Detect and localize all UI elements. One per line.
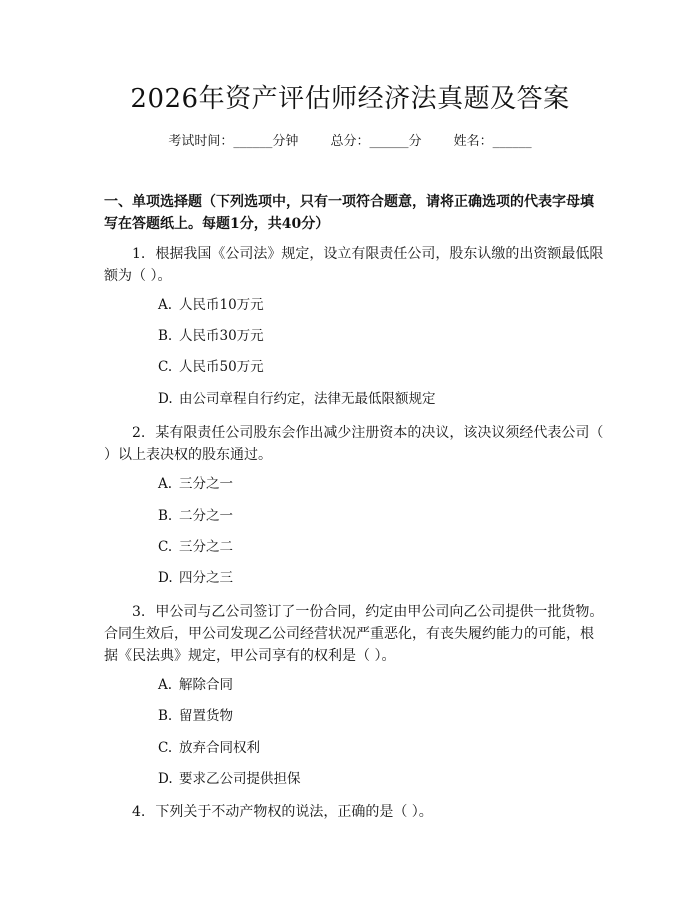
- option-letter: D.: [158, 771, 173, 787]
- option-c: [158, 357, 598, 377]
- option-letter: C.: [158, 359, 173, 375]
- option-text: 人民币30万元: [179, 328, 264, 344]
- question-2: [104, 422, 604, 466]
- question-1: [104, 243, 604, 287]
- option-text: 人民币10万元: [179, 297, 264, 313]
- option-text: 留置货物: [179, 708, 233, 724]
- question-text: 根据我国《公司法》规定，设立有限责任公司，股东认缴的出资额最低限额为（ ）。: [104, 246, 604, 284]
- option-letter: A.: [158, 297, 173, 313]
- option-b: [158, 326, 598, 346]
- option-letter: D.: [158, 391, 173, 407]
- option-text: 二分之一: [179, 508, 233, 524]
- option-letter: A.: [158, 677, 173, 693]
- exam-info-line: [0, 133, 700, 151]
- question-text: 下列关于不动产物权的说法，正确的是（ ）。: [155, 804, 433, 820]
- exam-time-field: 考试时间：______分钟: [168, 134, 299, 149]
- option-text: 放弃合同权利: [179, 740, 260, 756]
- option-a: [158, 295, 598, 315]
- option-letter: A.: [158, 476, 173, 492]
- option-text: 人民币50万元: [179, 359, 264, 375]
- question-number: 3.: [132, 604, 146, 620]
- question-text: 某有限责任公司股东会作出减少注册资本的决议，该决议须经代表公司（ ）以上表决权的股东通过。: [104, 425, 604, 463]
- option-letter: D.: [158, 570, 173, 586]
- question-number: 2.: [132, 425, 146, 441]
- total-score-field: 总分：______分: [330, 134, 422, 149]
- option-a: [158, 675, 598, 695]
- document-title: 2026年资产评估师经济法真题及答案: [130, 84, 570, 114]
- question-3: [104, 601, 604, 667]
- option-letter: B.: [158, 708, 173, 724]
- question-number: 4.: [132, 804, 146, 820]
- option-text: 要求乙公司提供担保: [179, 771, 301, 787]
- name-field: 姓名：______: [453, 134, 532, 149]
- option-letter: B.: [158, 328, 173, 344]
- question-4: [104, 801, 604, 823]
- question-text: 甲公司与乙公司签订了一份合同，约定由甲公司向乙公司提供一批货物。合同生效后，甲公司发现乙公司经营状况严重恶化，有丧失履约能力的可能，根据《民法典》规定，甲公司享有的权利是（ ）。: [104, 604, 604, 664]
- question-number: 1.: [132, 246, 146, 262]
- option-b: [158, 506, 598, 526]
- option-b: [158, 706, 598, 726]
- option-text: 解除合同: [179, 677, 233, 693]
- option-text: 四分之三: [179, 570, 233, 586]
- option-a: [158, 474, 598, 494]
- option-letter: C.: [158, 539, 173, 555]
- option-d: [158, 568, 598, 588]
- option-c: [158, 738, 598, 758]
- option-letter: B.: [158, 508, 173, 524]
- option-c: [158, 537, 598, 557]
- option-letter: C.: [158, 740, 173, 756]
- option-d: [158, 769, 598, 789]
- option-text: 三分之二: [179, 539, 233, 555]
- section-heading: 一、单项选择题（下列选项中，只有一项符合题意，请将正确选项的代表字母填写在答题纸上。每题1分，共40分）: [104, 194, 594, 232]
- option-text: 三分之一: [179, 476, 233, 492]
- option-d: [158, 389, 598, 409]
- option-text: 由公司章程自行约定，法律无最低限额规定: [179, 391, 436, 407]
